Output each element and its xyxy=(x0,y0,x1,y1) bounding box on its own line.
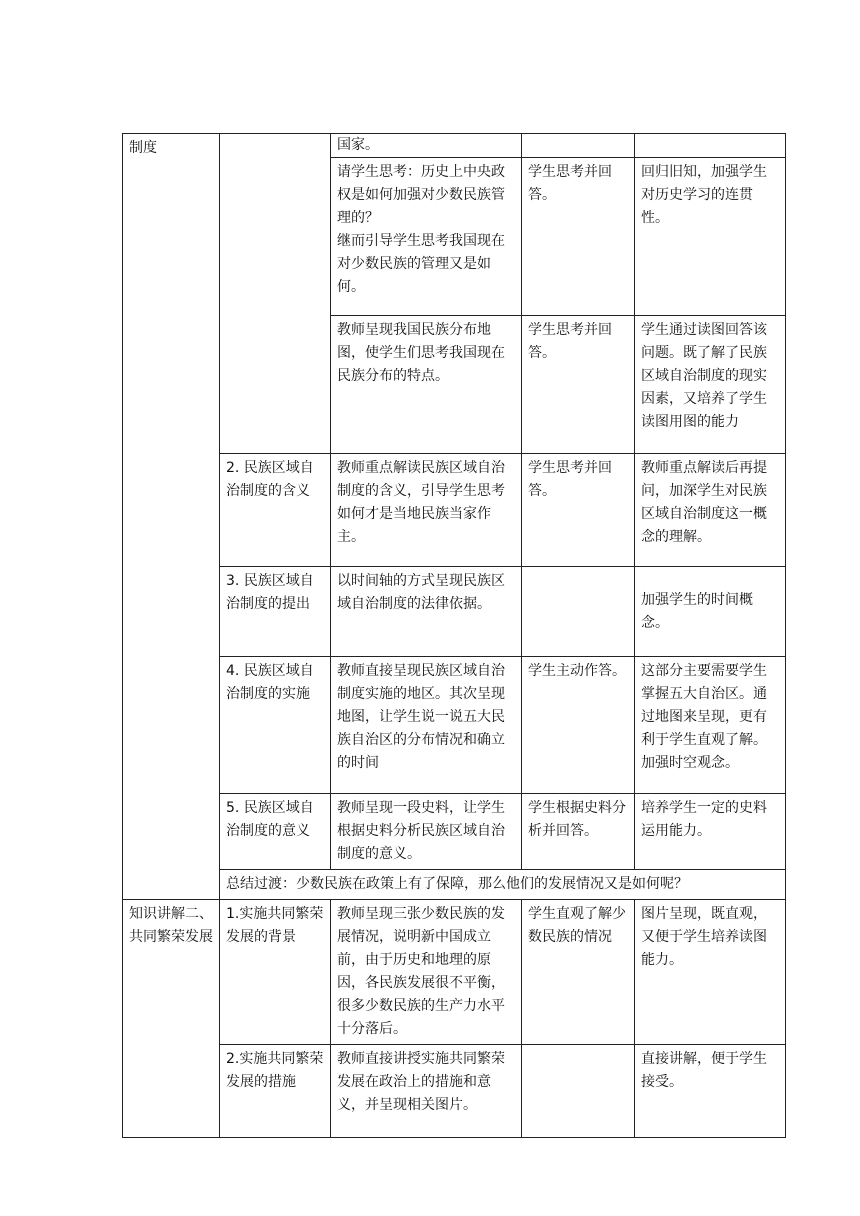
purpose-cell: 回归旧知，加强学生对历史学习的连贯性。 xyxy=(635,158,786,316)
content-cell: 教师呈现三张少数民族的发展情况，说明新中国成立前，由于历史和地理的原因，各民族发展很不平衡，很多少数民族的生产力水平十分落后。 xyxy=(331,900,522,1045)
topic-cell: 3. 民族区域自治制度的提出 xyxy=(220,567,331,657)
student-cell: 学生根据史料分析并回答。 xyxy=(522,794,635,870)
content-cell: 国家。 xyxy=(331,134,522,158)
purpose-cell: 加强学生的时间概念。 xyxy=(635,567,786,657)
purpose-cell: 直接讲解，便于学生接受。 xyxy=(635,1045,786,1138)
topic-cell: 2.实施共同繁荣发展的措施 xyxy=(220,1045,331,1138)
table-row xyxy=(123,657,786,794)
content-cell xyxy=(331,158,522,316)
lesson-plan-table xyxy=(122,133,786,1138)
section-label-system: 制度 xyxy=(123,134,220,900)
student-cell: 学生思考并回答。 xyxy=(522,454,635,567)
table-row xyxy=(123,794,786,870)
purpose-cell: 这部分主要需要学生掌握五大自治区。通过地图来呈现，更有利于学生直观了解。加强时空观念。 xyxy=(635,657,786,794)
topic-cell: 1.实施共同繁荣发展的背景 xyxy=(220,900,331,1045)
content-cell: 教师呈现一段史料，让学生根据史料分析民族区域自治制度的意义。 xyxy=(331,794,522,870)
content-cell: 教师直接讲授实施共同繁荣发展在政治上的措施和意义，并呈现相关图片。 xyxy=(331,1045,522,1138)
purpose-cell: 培养学生一定的史料运用能力。 xyxy=(635,794,786,870)
student-cell: 学生主动作答。 xyxy=(522,657,635,794)
purpose-cell xyxy=(635,134,786,158)
student-cell xyxy=(522,1045,635,1138)
table-row xyxy=(123,870,786,900)
content-cell: 教师重点解读民族区域自治制度的含义，引导学生思考如何才是当地民族当家作主。 xyxy=(331,454,522,567)
table-row xyxy=(123,1045,786,1138)
student-cell xyxy=(522,134,635,158)
table-row xyxy=(123,567,786,657)
content-cell: 教师直接呈现民族区域自治制度实施的地区。其次呈现地图，让学生说一说五大民族自治区的分布情况和确立的时间 xyxy=(331,657,522,794)
content-paragraph: 继而引导学生思考我国现在对少数民族的管理又是如何。 xyxy=(337,233,505,295)
topic-cell: 4. 民族区域自治制度的实施 xyxy=(220,657,331,794)
topic-cell: 5. 民族区域自治制度的意义 xyxy=(220,794,331,870)
transition-note: 总结过渡：少数民族在政策上有了保障，那么他们的发展情况又是如何呢？ xyxy=(220,870,786,900)
table-row xyxy=(123,454,786,567)
student-cell xyxy=(522,567,635,657)
purpose-cell: 图片呈现，既直观，又便于学生培养读图能力。 xyxy=(635,900,786,1045)
purpose-cell: 教师重点解读后再提问，加深学生对民族区域自治制度这一概念的理解。 xyxy=(635,454,786,567)
topic-cell-empty xyxy=(220,134,331,454)
student-cell: 学生思考并回答。 xyxy=(522,316,635,454)
content-cell: 以时间轴的方式呈现民族区域自治制度的法律依据。 xyxy=(331,567,522,657)
purpose-cell: 学生通过读图回答该问题。既了解了民族区域自治制度的现实因素，又培养了学生读图用图的能力 xyxy=(635,316,786,454)
table-row xyxy=(123,134,786,158)
section-label-common-prosperity: 知识讲解二、共同繁荣发展 xyxy=(123,900,220,1138)
topic-cell: 2. 民族区域自治制度的含义 xyxy=(220,454,331,567)
student-cell: 学生直观了解少数民族的情况 xyxy=(522,900,635,1045)
student-cell: 学生思考并回答。 xyxy=(522,158,635,316)
table-row xyxy=(123,900,786,1045)
content-paragraph: 请学生思考：历史上中央政权是如何加强对少数民族管理的？ xyxy=(337,164,505,226)
content-cell: 教师呈现我国民族分布地图，使学生们思考我国现在民族分布的特点。 xyxy=(331,316,522,454)
